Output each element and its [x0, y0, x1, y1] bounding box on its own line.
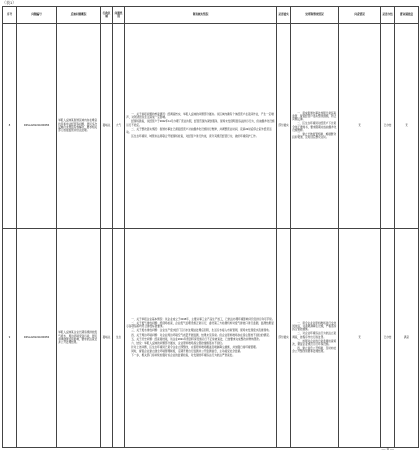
row-handling [291, 24, 339, 229]
handling-paragraph: 一、责成街道办事处加强日常巡查监管，督促经营户落实整改措施，防止问题反弹。 [292, 111, 337, 122]
investigation-paragraph: 二、关于整改落实情况：街道办事处已督促经营户对油烟净化设施进行维修，并调整营业时间，夜间22时后停止室外经营活动。 [126, 127, 272, 134]
row-accountability: 无 [339, 229, 381, 448]
header-row [3, 7, 419, 24]
row-category: 大气 [113, 24, 125, 229]
row-code: D3SLA202211090056 [17, 24, 57, 229]
row-summary: 举报人反映某街道区域内存在噪音扰民和非法经营等问题，居民多次反映仍未得到有效解决，要求相关部门加强监管并依法处理。 [57, 24, 101, 229]
row-no: 8 [3, 24, 17, 229]
investigation-paragraph: 针对上述问题，区生态环境局已责令企业立即整改，完善原料堆场覆盖及喷淋降尘措施，并加强日常环境管理。 [131, 345, 259, 349]
row-region: 嘉峪关 [101, 24, 113, 229]
row-closed: 已办结 [381, 24, 395, 229]
document-tag: （表1） [2, 0, 17, 5]
investigation-paragraph: 二、关于废气排放问题：经现场检查，企业废气治理设施正常运行，委托第三方检测机构对废气排放口进行监测，监测结果显示各项指标均符合排放标准要求。 [126, 322, 274, 329]
handling-paragraph: 四、建立信息公开机制，及时向社会公开整改进展和处理结果。 [292, 347, 337, 354]
row-no: 9 [3, 229, 17, 448]
row-handling [291, 229, 339, 448]
row-summary: 举报人反映某企业长期违规排放废气废水，周边环境受到污染，居民身体健康受到影响，要求依法查处并公开处理结果。 [57, 229, 101, 448]
investigation-paragraph: 六、结论：举报人反映的问题部分属实，企业原料堆场扬尘管控措施落实不到位。 [131, 341, 225, 345]
investigation-paragraph: 经现场勘查，该经营户于2022年11月办理了营业执照，经营范围为餐饮服务，现场未发现明显违法排污行为，但油烟净化设施运行不稳定。 [126, 120, 275, 127]
row-satisfaction: 无 [395, 24, 419, 229]
header-region: 行政区域 [101, 7, 113, 24]
investigation-paragraph: 五、关于历史问题：经查阅档案，该企业2021年曾因环保设施运行不正常被查处，已按要求完成整改并缴纳罚款。 [131, 337, 262, 341]
handling-paragraph: 一、责令企业对原料堆场进行全封闭改造，完善喷淋降尘设施，严格落实扬尘管控措施。 [292, 321, 337, 332]
header-accountability: 问责情况 [339, 7, 381, 24]
table-row [3, 229, 419, 448]
header-summary: 反映问题概况 [57, 7, 101, 24]
investigation-paragraph: 同时，督促企业建立健全环境管理制度，定期开展自行监测并公开监测信息，主动接受社会监督。 [131, 349, 243, 353]
header-investigation: 调查核实情况 [125, 7, 277, 24]
row-accountability: 无 [339, 24, 381, 229]
row-satisfaction: 满意 [395, 229, 419, 448]
handling-paragraph: 三、建立长效监管机制，畅通群众投诉渠道，及时回应群众关切。 [292, 132, 337, 140]
row-is-true: 部分属实 [277, 24, 291, 229]
header-satisfaction: 群众满意度 [395, 7, 419, 24]
row-closed: 已办结 [381, 229, 395, 448]
investigation-paragraph: 一、关于举报问题的核查情况：经调查核实，举报人反映的问题部分属实。该区域内确有个体经营户在夜间作业，产生一定噪声，对周边居民生活造成一定影响。 [126, 112, 274, 120]
header-category: 问题类别 [113, 7, 125, 24]
table-row [3, 24, 419, 229]
header-is-true: 是否属实 [277, 7, 291, 24]
investigation-paragraph: 三、关于废水排放问题：企业生产废水经厂区污水处理站处理后回用，生活污水接入市政管网，现场未发现废水直排现象。 [131, 329, 272, 333]
report-table [2, 6, 419, 448]
row-investigation [125, 229, 277, 448]
row-region: 嘉峪关 [101, 229, 113, 448]
investigation-paragraph: 四、关于周边环境问题：对企业周边环境空气质量开展监测，结果未见异常。但企业原料堆场存在扬尘管控不到位的情况。 [131, 333, 272, 337]
header-handling: 处理和整改情况 [291, 7, 339, 24]
handling-paragraph: 三、加强对企业的日常监督检查频次，督促企业规范运行环保设施。 [292, 339, 337, 346]
row-category: 生态 [113, 229, 125, 448]
header-closed: 是否办结 [381, 7, 395, 24]
row-is-true: 部分属实 [277, 229, 291, 448]
header-no: 序号 [3, 7, 17, 24]
header-code: 问题编号 [17, 7, 57, 24]
handling-paragraph: 二、区生态环境局对经营户下达责令改正通知书，要求限期完成油烟净化设施维修。 [292, 122, 337, 132]
handling-paragraph: 二、对企业环境违法行为依法立案调查，按程序作出行政处罚。 [292, 332, 337, 339]
investigation-paragraph: 一、关于举报企业基本情况：该企业成立于2015年，主要从事工业产品生产加工，已依法办理环境影响评价及排污许可手续。 [131, 317, 275, 321]
page-number: — 5 — [381, 446, 394, 451]
row-investigation [125, 24, 277, 229]
investigation-paragraph: 区生态环境局、城管执法局联合开展现场检查，对经营户进行约谈，责令其规范经营行为，做好环境保护工作。 [131, 135, 259, 139]
investigation-paragraph: 下一步，相关部门将持续加强对该企业的监督检查，对发现的环境违法行为依法严肃查处。 [131, 353, 235, 357]
row-code: D3SLA202211090053 [17, 229, 57, 448]
